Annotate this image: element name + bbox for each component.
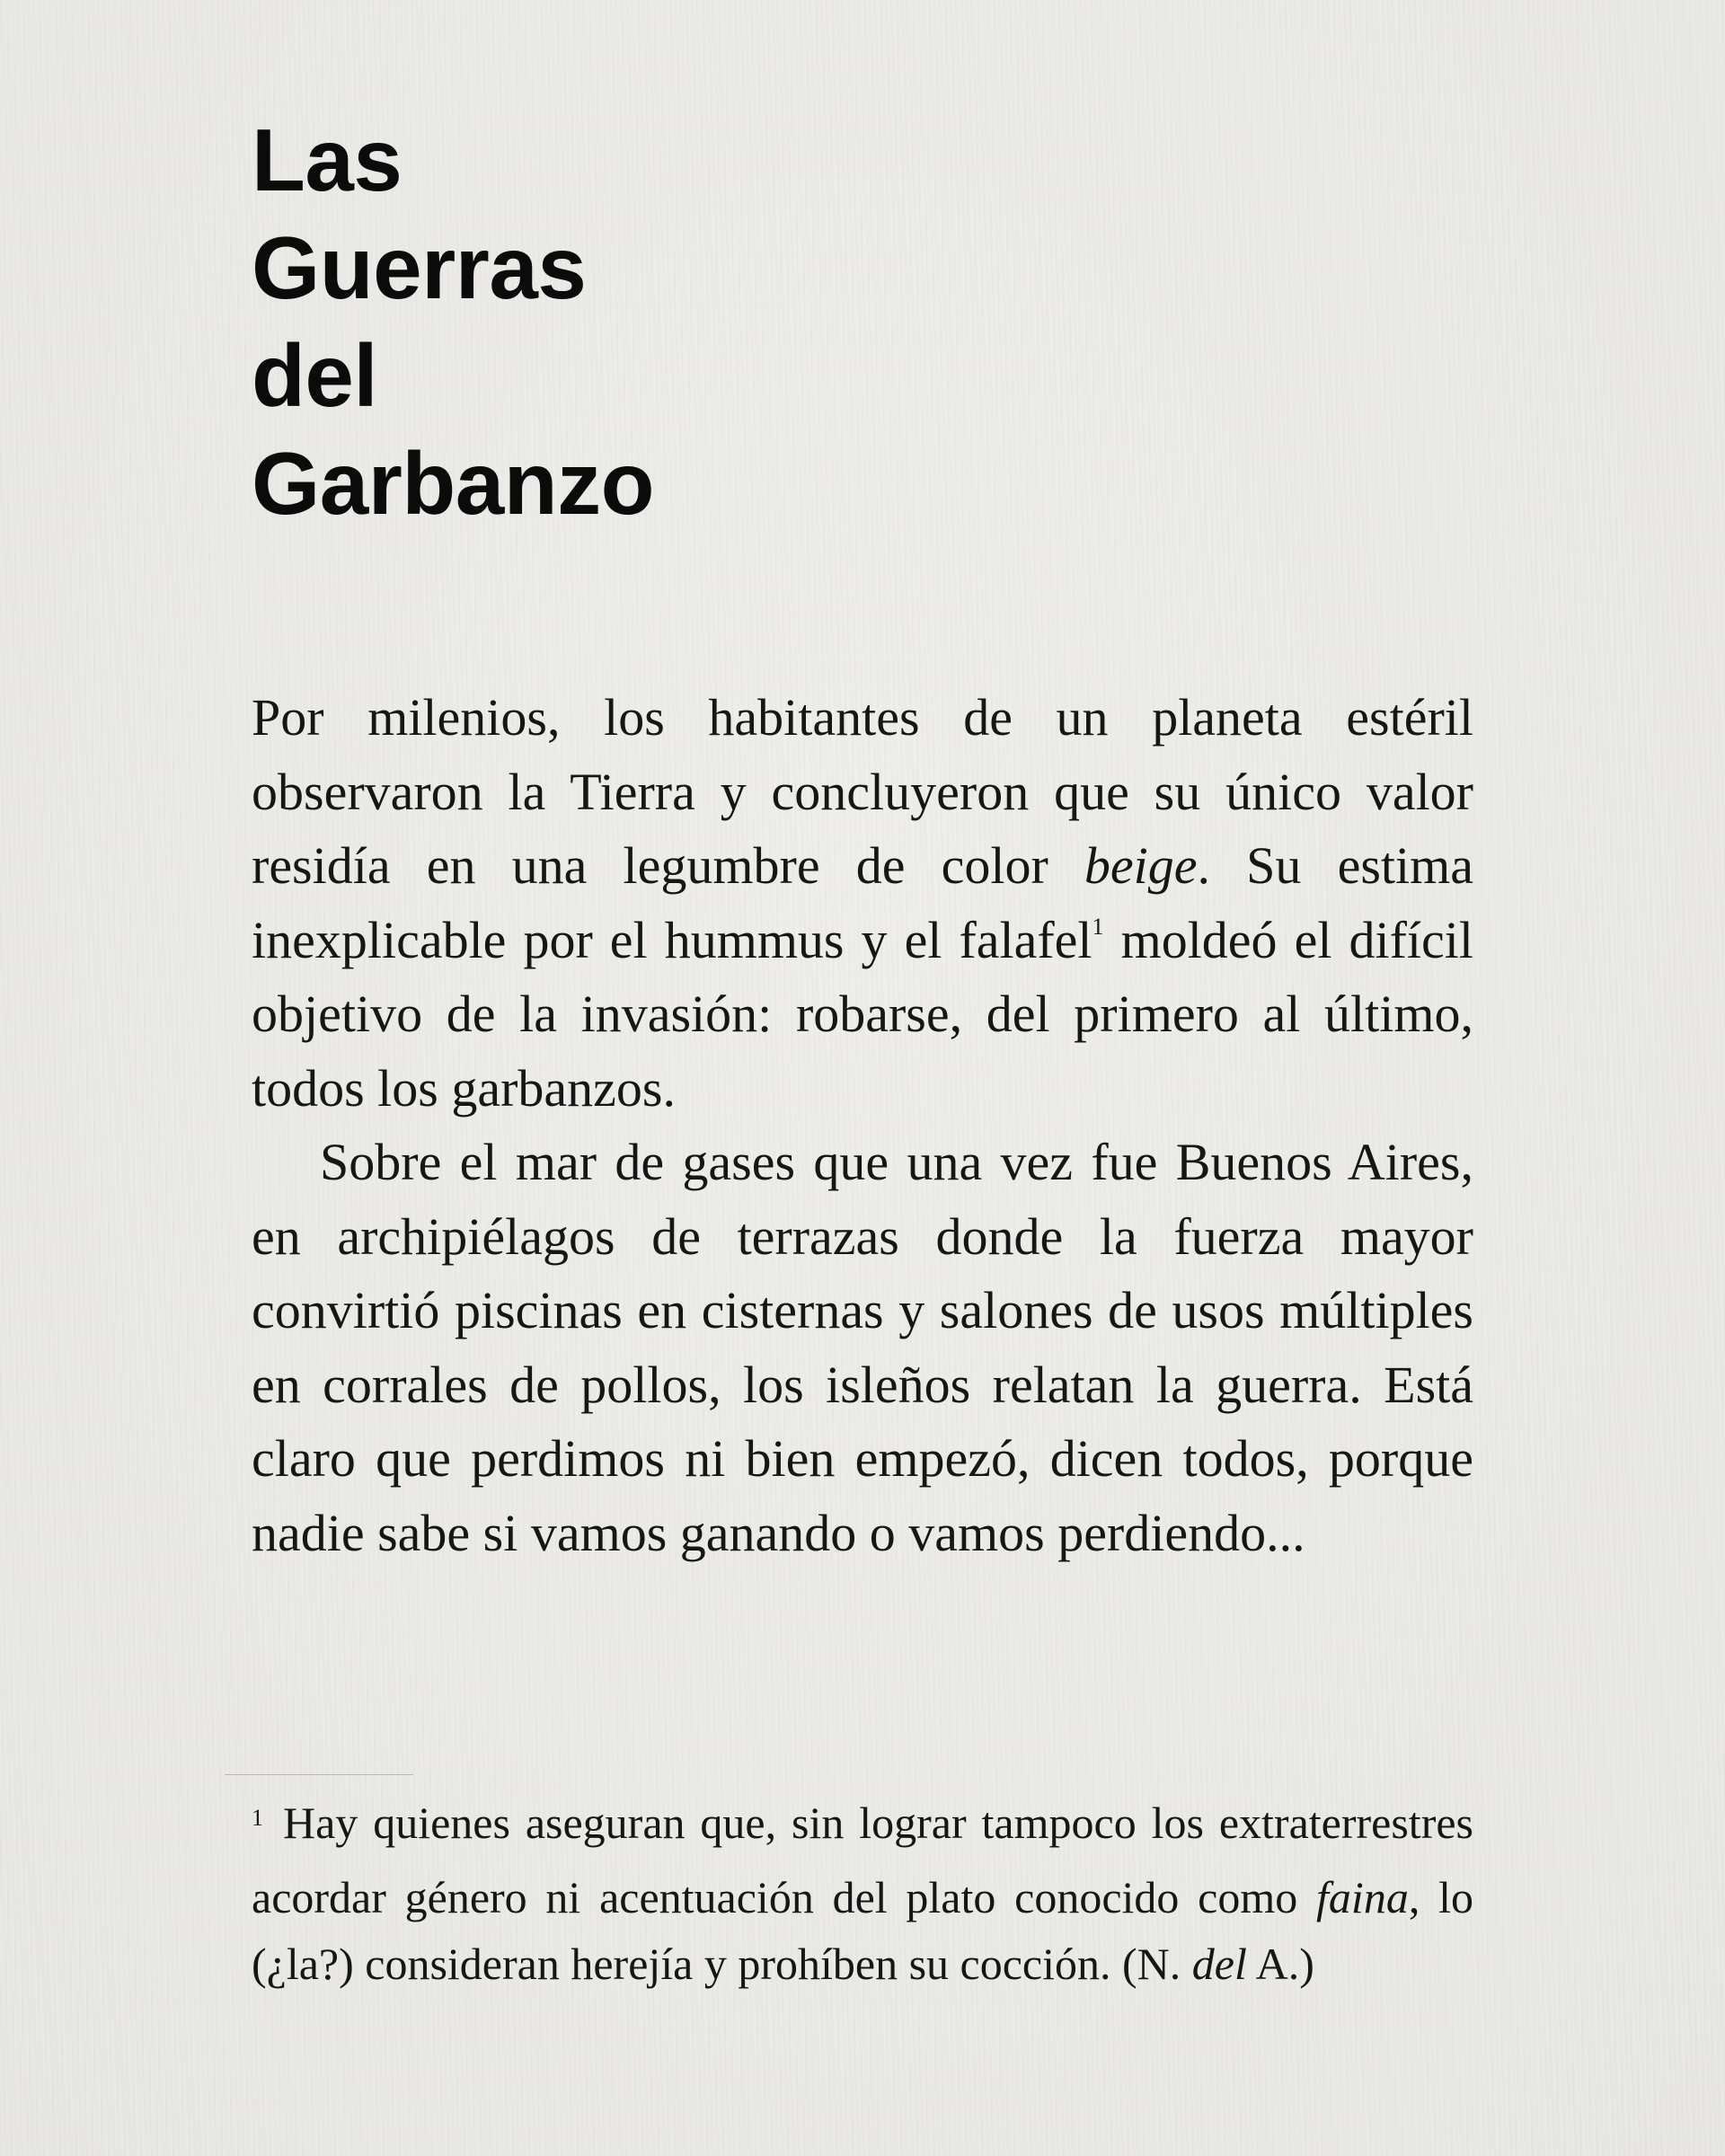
footnote-part-c: A.)	[1246, 1939, 1314, 1989]
document-page	[252, 0, 1473, 2156]
title-line-1: Las	[252, 110, 402, 209]
footnote-text	[252, 1789, 1473, 1997]
paragraph-1	[252, 681, 1473, 1126]
footnote	[252, 1789, 1473, 1997]
footnote-part-a: Hay quienes aseguran que, sin lograr tampoco los extraterrestres acordar género ni acentuación del plato conocido como	[252, 1798, 1473, 1922]
title-line-3: del	[252, 326, 378, 425]
emphasis-faina: faina	[1316, 1872, 1409, 1922]
footnote-divider	[225, 1774, 413, 1775]
paragraph-2: Sobre el mar de gases que una vez fue Buenos Aires, en archipiélagos de terrazas donde la fuerza mayor convirtió piscinas en cisternas y salones de usos múltiples en corrales de pollos, los isleños relatan la guerra. Está claro que perdimos ni bien empezó, dicen todos, porque nadie sabe si vamos ganando o vamos perdiendo...	[252, 1133, 1473, 1562]
paragraph-1-part-b: . Su estima inexplicable por el hummus y el falafel	[252, 836, 1473, 969]
body-text	[252, 681, 1473, 1570]
emphasis-del: del	[1191, 1939, 1247, 1989]
title-line-2: Guerras	[252, 218, 587, 317]
title-line-4: Garbanzo	[252, 434, 654, 533]
footnote-part-b: , lo (¿la?) consideran herejía y prohíben su cocción. (N.	[252, 1872, 1473, 1989]
paragraph-1-part-c: moldeó el difícil objetivo de la invasión: robarse, del primero al último, todos los garbanzos.	[252, 910, 1473, 1118]
emphasis-beige: beige	[1084, 836, 1198, 895]
footnote-mark: 1	[252, 1805, 263, 1831]
paragraph-1-part-a: Por milenios, los habitantes de un planeta estéril observaron la Tierra y concluyeron que su único valor residía en una legumbre de color	[252, 688, 1473, 895]
page-title	[252, 106, 654, 537]
footnote-reference: 1	[1092, 913, 1104, 940]
